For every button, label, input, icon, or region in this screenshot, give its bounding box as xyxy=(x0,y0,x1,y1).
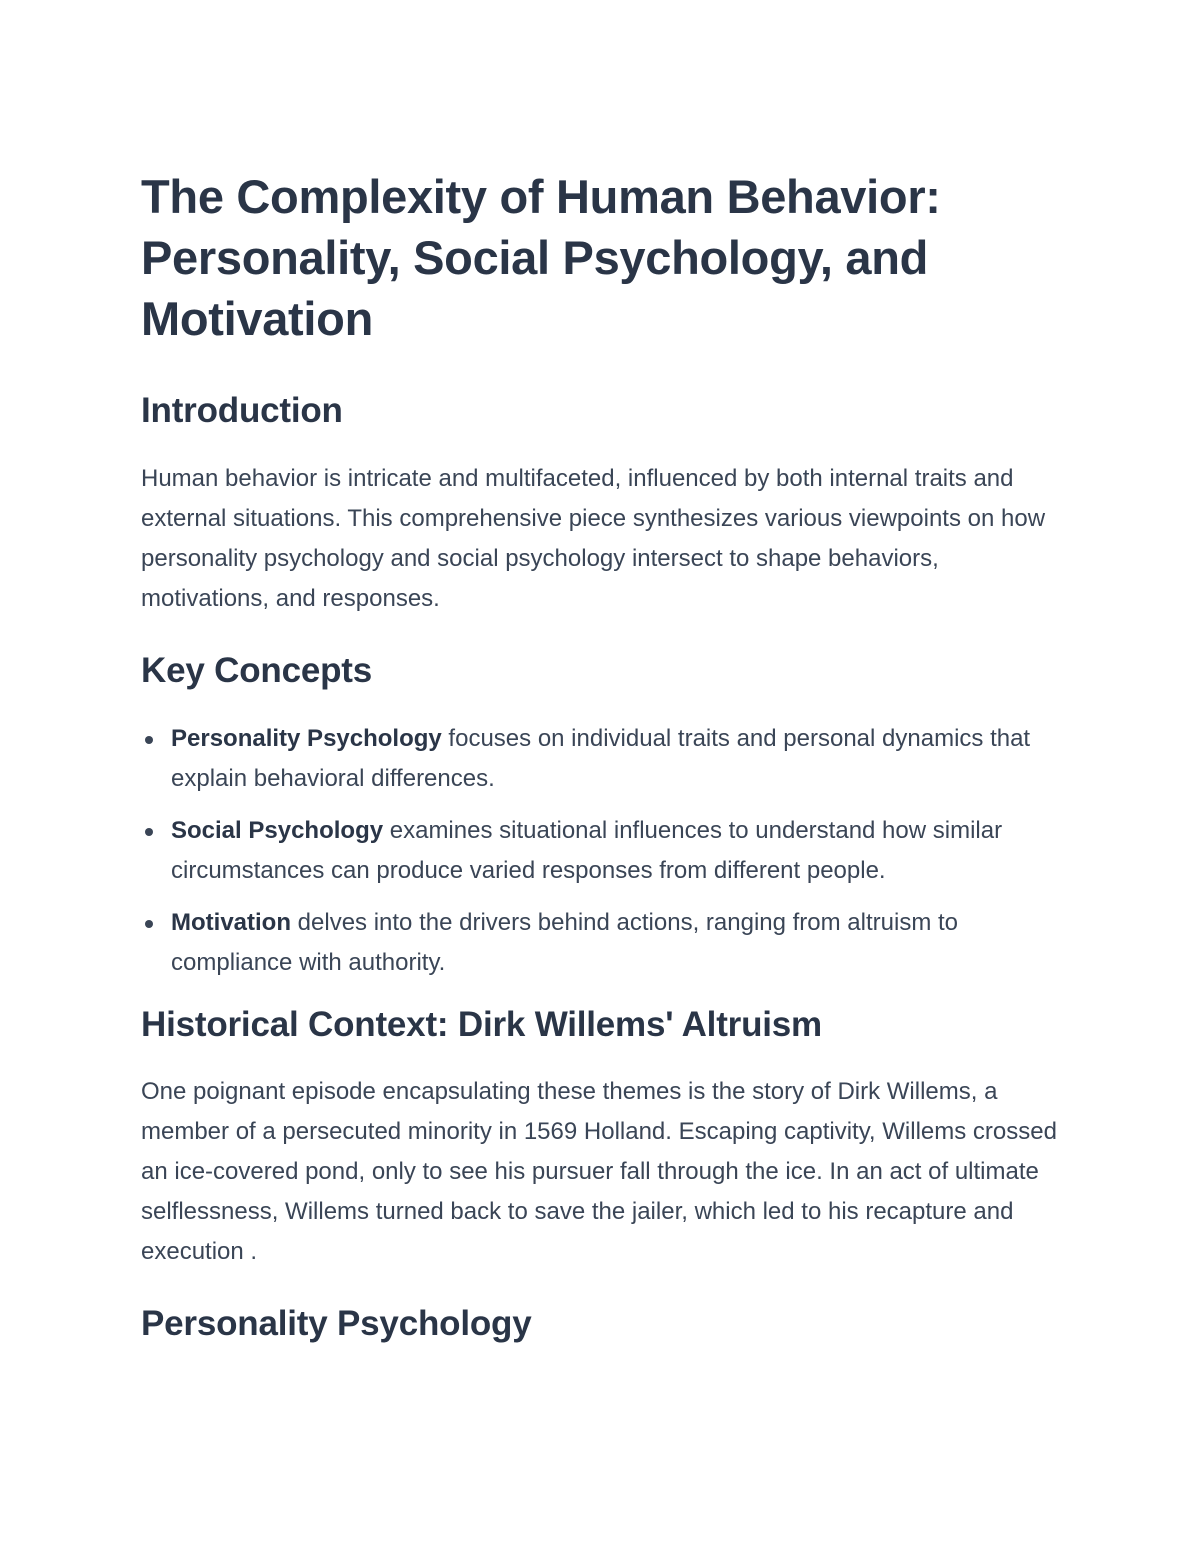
historical-context-heading: Historical Context: Dirk Willems' Altruism xyxy=(141,1005,822,1044)
historical-context-paragraph: One poignant episode encapsulating these themes is the story of Dirk Willems, a member of a persecuted minority in 1569 Holland. Escaping captivity, Willems crossed an ice-covered pond, only to see his pursuer fall through the ice. In an act of ultimate selflessness, Willems turned back to save the jailer, which led to his recapture and execution . xyxy=(141,1078,1057,1265)
key-concepts-list xyxy=(141,719,1071,983)
list-item-term: Personality Psychology xyxy=(171,725,442,752)
list-item-text: examines situational influences to understand how similar circumstances can produce varied responses from different people. xyxy=(171,817,1003,884)
list-item xyxy=(141,719,1071,799)
introduction-paragraph: Human behavior is intricate and multifaceted, influenced by both internal traits and external situations. This comprehensive piece synthesizes various viewpoints on how personality psychology and social psychology intersect to shape behaviors, motivations, and responses. xyxy=(141,465,1046,612)
key-concepts-heading: Key Concepts xyxy=(141,651,372,690)
list-item xyxy=(141,811,1071,891)
list-item-term: Social Psychology xyxy=(171,817,384,844)
introduction-heading: Introduction xyxy=(141,391,343,430)
document-title: The Complexity of Human Behavior: Personality, Social Psychology, and Motivation xyxy=(141,170,941,345)
document-page xyxy=(141,166,1071,1346)
list-item xyxy=(141,903,1071,983)
list-item-term: Motivation xyxy=(171,909,291,936)
list-item-text: focuses on individual traits and personal dynamics that explain behavioral differences. xyxy=(171,725,1031,792)
personality-psychology-heading: Personality Psychology xyxy=(141,1304,532,1343)
list-item-text: delves into the drivers behind actions, ranging from altruism to compliance with authority. xyxy=(171,909,958,976)
